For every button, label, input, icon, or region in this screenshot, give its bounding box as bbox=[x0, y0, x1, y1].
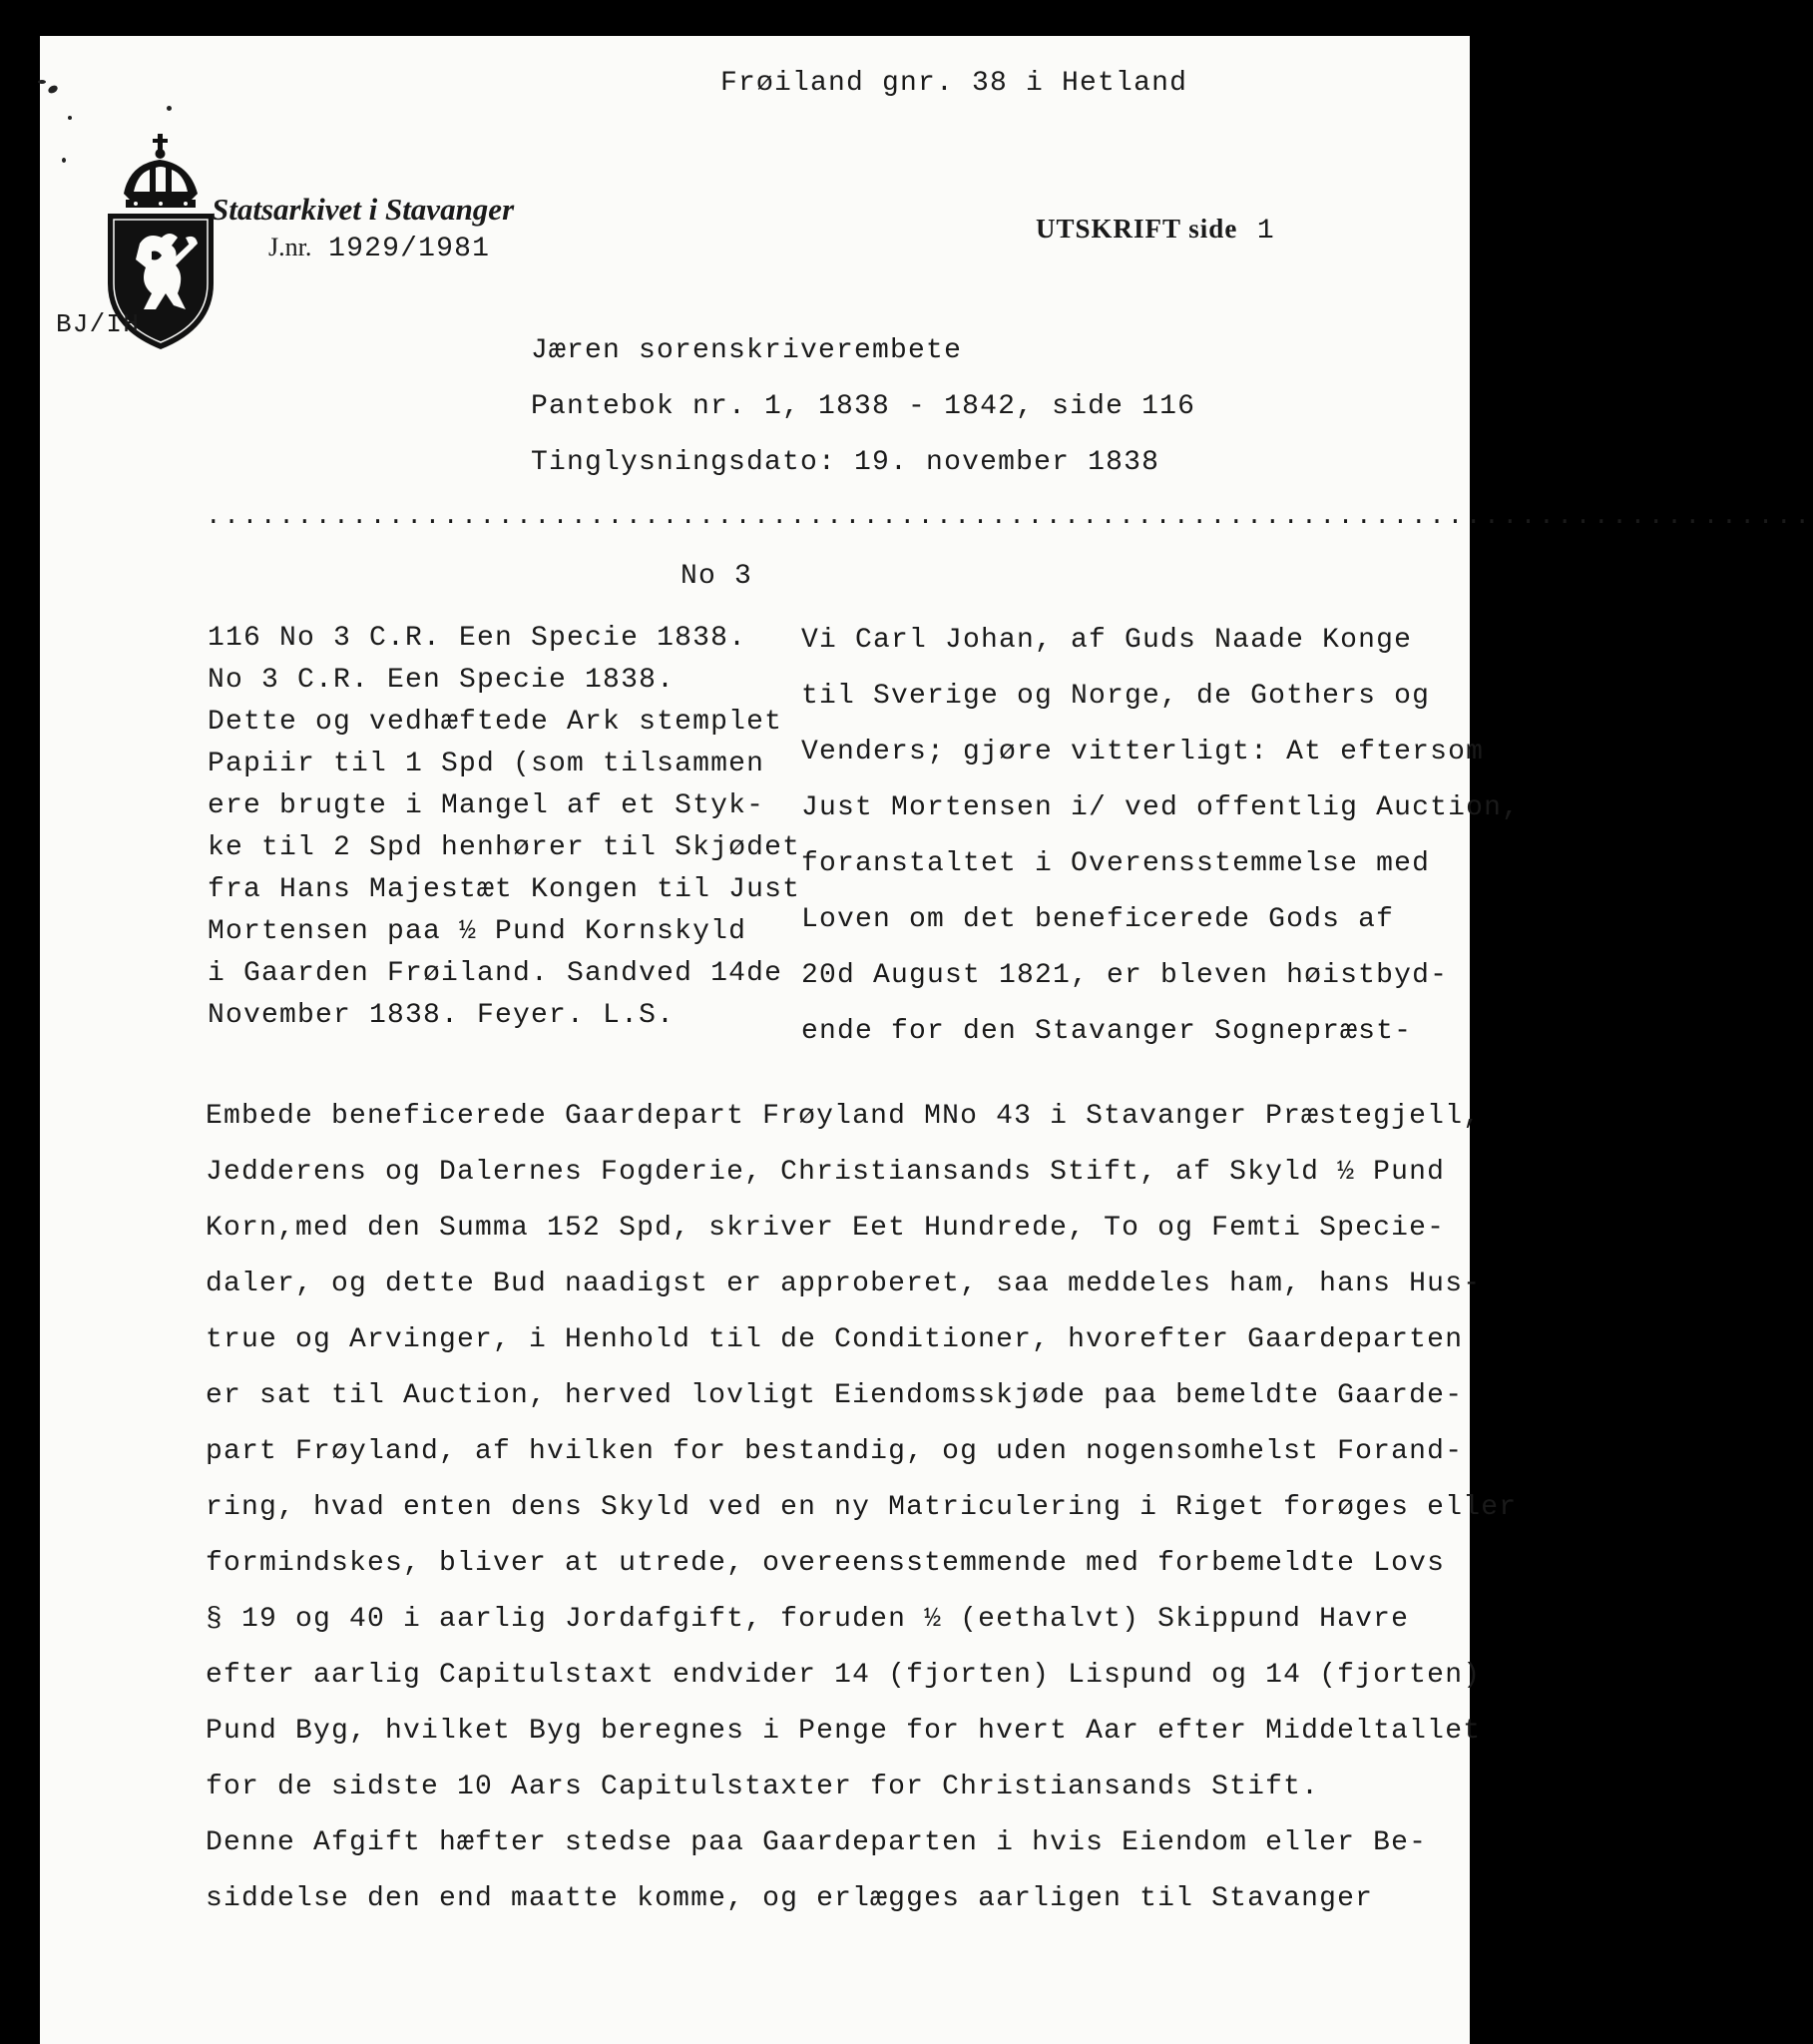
right-column-line: Venders; gjøre vitterligt: At eftersom bbox=[801, 737, 1485, 767]
dotted-separator: ........................................................................................ bbox=[206, 501, 1813, 531]
body-line: Pund Byg, hvilket Byg beregnes i Penge for hvert Aar efter Middeltallet bbox=[206, 1716, 1482, 1747]
body-line: er sat til Auction, herved lovligt Eiendomsskjøde paa bemeldte Gaarde- bbox=[206, 1380, 1464, 1411]
transcript-page-number: 1 bbox=[1256, 216, 1275, 247]
ink-mark bbox=[47, 84, 59, 95]
body-line: part Frøyland, af hvilken for bestandig, og uden nogensomhelst Forand- bbox=[206, 1436, 1464, 1467]
body-line: Denne Afgift hæfter stedse paa Gaardeparten i hvis Eiendom eller Be- bbox=[206, 1827, 1428, 1858]
body-line: efter aarlig Capitulstaxt endvider 14 (fjorten) Lispund og 14 (fjorten) bbox=[206, 1660, 1482, 1691]
ink-mark bbox=[68, 116, 72, 120]
ink-mark bbox=[62, 158, 66, 163]
court-office: Jæren sorenskriverembete bbox=[531, 335, 963, 366]
left-column-line: 116 No 3 C.R. Een Specie 1838. bbox=[208, 623, 747, 654]
initials: BJ/IH bbox=[56, 309, 141, 339]
left-column-line: i Gaarden Frøiland. Sandved 14de bbox=[208, 958, 783, 989]
mortgage-book: Pantebok nr. 1, 1838 - 1842, side 116 bbox=[531, 391, 1196, 422]
left-column-line: No 3 C.R. Een Specie 1838. bbox=[208, 665, 676, 696]
registration-date: Tinglysningsdato: 19. november 1838 bbox=[531, 447, 1160, 478]
body-line: for de sidste 10 Aars Capitulstaxter for Christiansands Stift. bbox=[206, 1772, 1320, 1802]
left-column-line: Papiir til 1 Spd (som tilsammen bbox=[208, 749, 765, 779]
body-line: siddelse den end maatte komme, og erlægges aarligen til Stavanger bbox=[206, 1883, 1374, 1914]
body-line: § 19 og 40 i aarlig Jordafgift, foruden ½ (eethalvt) Skippund Havre bbox=[206, 1604, 1410, 1635]
journal-number bbox=[268, 233, 490, 264]
right-column-line: ende for den Stavanger Sognepræst- bbox=[801, 1016, 1413, 1047]
left-column-line: ere brugte i Mangel af et Styk- bbox=[208, 790, 765, 821]
body-line: Korn,med den Summa 152 Spd, skriver Eet Hundrede, To og Femti Specie- bbox=[206, 1213, 1446, 1244]
right-column-line: til Sverige og Norge, de Gothers og bbox=[801, 681, 1431, 712]
left-column-line: ke til 2 Spd henhører til Skjødet bbox=[208, 832, 801, 863]
left-column-line: Mortensen paa ½ Pund Kornskyld bbox=[208, 916, 747, 947]
entry-number: No 3 bbox=[680, 561, 753, 592]
archive-name: Statsarkivet i Stavanger bbox=[212, 192, 515, 227]
body-line: Embede beneficerede Gaardepart Frøyland MNo 43 i Stavanger Præstegjell, bbox=[206, 1101, 1482, 1132]
right-column-line: Loven om det beneficerede Gods af bbox=[801, 904, 1395, 935]
body-line: formindskes, bliver at utrede, overeensstemmende med forbemeldte Lovs bbox=[206, 1548, 1446, 1579]
body-line: daler, og dette Bud naadigst er approberet, saa meddeles ham, hans Hus- bbox=[206, 1269, 1482, 1299]
body-line: true og Arvinger, i Henhold til de Conditioner, hvorefter Gaardeparten bbox=[206, 1324, 1464, 1355]
property-location: Frøiland gnr. 38 i Hetland bbox=[720, 68, 1188, 99]
ink-mark bbox=[167, 106, 172, 111]
left-column-line: fra Hans Majestæt Kongen til Just bbox=[208, 874, 801, 905]
right-column-line: Just Mortensen i/ ved offentlig Auction, bbox=[801, 792, 1521, 823]
ink-mark bbox=[38, 80, 46, 84]
left-column-line: November 1838. Feyer. L.S. bbox=[208, 1000, 676, 1031]
left-column-line: Dette og vedhæftede Ark stemplet bbox=[208, 707, 783, 738]
right-column-line: 20d August 1821, er bleven høistbyd- bbox=[801, 960, 1449, 991]
right-column-line: foranstaltet i Overensstemmelse med bbox=[801, 848, 1431, 879]
journal-number-label: J.nr. bbox=[268, 233, 312, 261]
journal-number-value: 1929/1981 bbox=[328, 234, 491, 264]
body-line: Jedderens og Dalernes Fogderie, Christiansands Stift, af Skyld ½ Pund bbox=[206, 1157, 1446, 1188]
document-page bbox=[40, 36, 1813, 2044]
transcript-label: UTSKRIFT side bbox=[1036, 214, 1238, 244]
right-column-line: Vi Carl Johan, af Guds Naade Konge bbox=[801, 625, 1413, 656]
transcript-page-label bbox=[1036, 214, 1275, 247]
body-line: ring, hvad enten dens Skyld ved en ny Matriculering i Riget forøges eller bbox=[206, 1492, 1518, 1523]
